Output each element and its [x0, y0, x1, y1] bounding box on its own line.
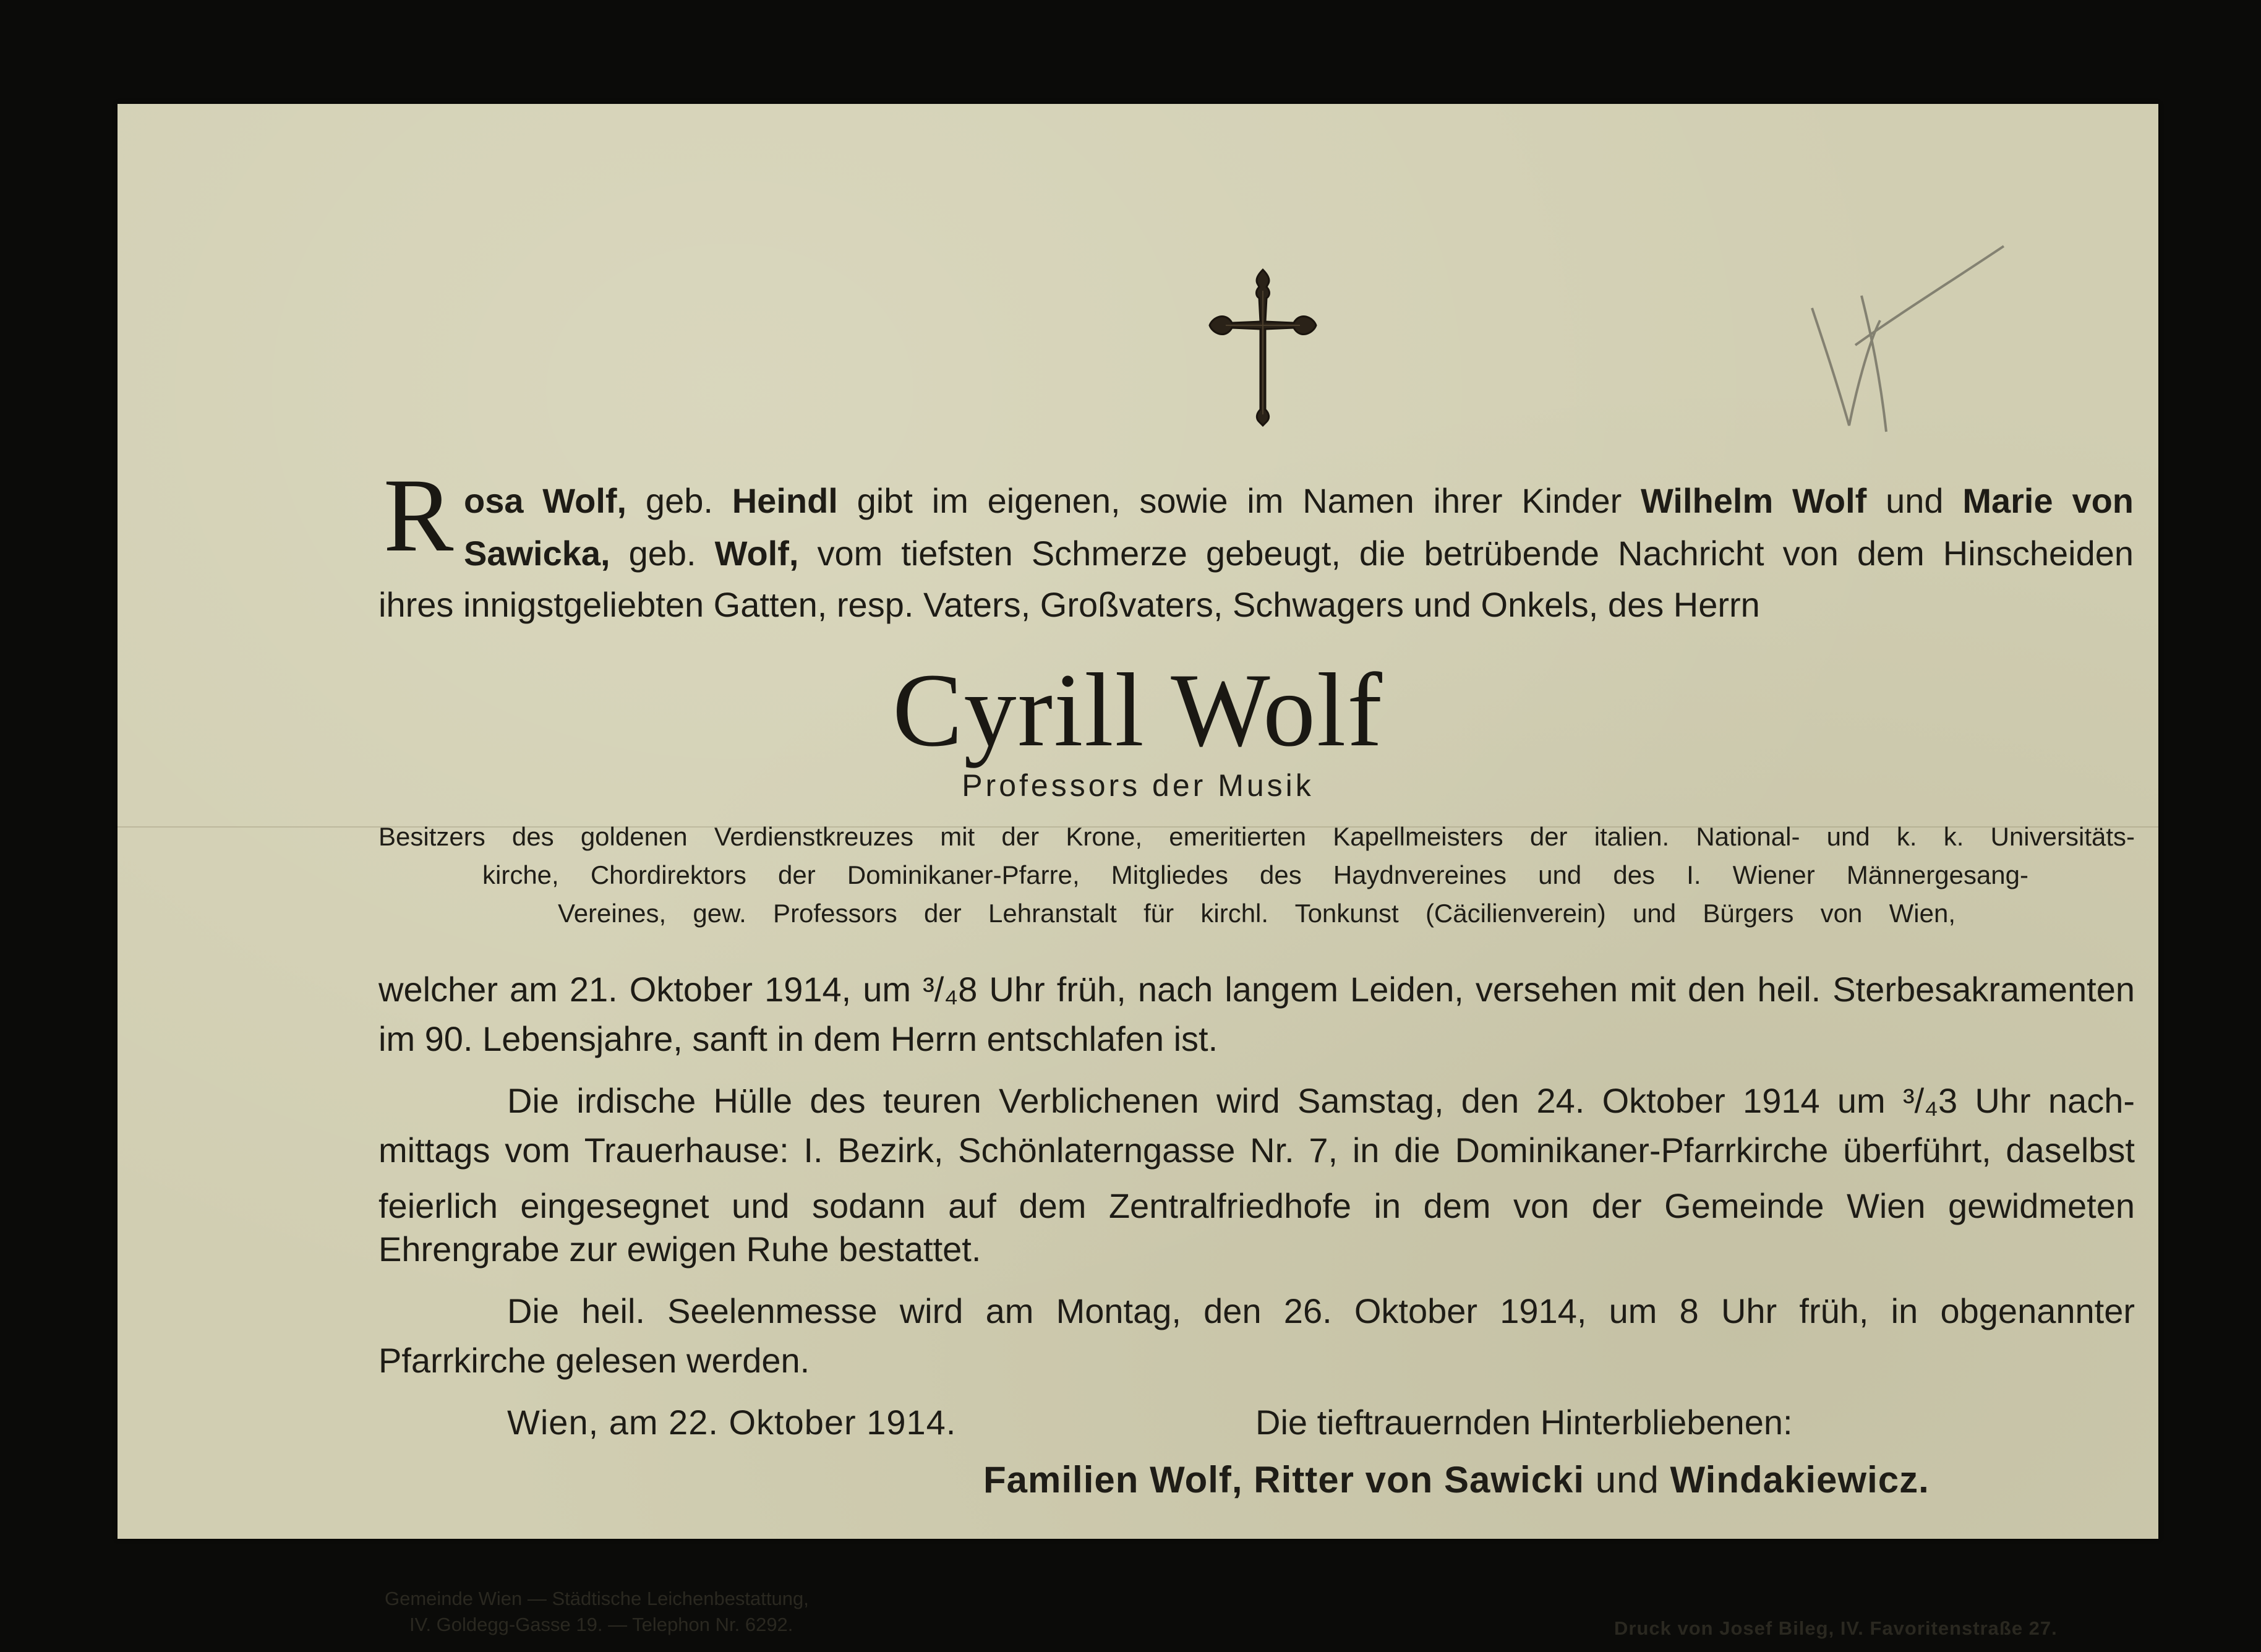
- burial-line-4: Ehrengrabe zur ewigen Ruhe bestattet.: [378, 1230, 981, 1269]
- intro-line-2-run: Wolf,: [714, 534, 799, 573]
- drop-cap: R: [383, 457, 454, 573]
- intro-line-1-run: und: [1866, 481, 1963, 520]
- intro-line-1-run: Heindl: [732, 481, 838, 520]
- intro-line-1-run: Wilhelm Wolf: [1641, 481, 1867, 520]
- burial-line-3: feierlich eingesegnet und sodann auf dem Zentralfriedhofe in dem von der Gemeinde Wien gewidmeten: [378, 1186, 2135, 1225]
- family-names-run: Windakiewicz.: [1670, 1459, 1930, 1500]
- intro-line-2-run: vom tiefsten Schmerze gebeugt, die betrübende Nachricht von dem Hinscheiden: [798, 534, 2134, 573]
- burial-line-2: mittags vom Trauerhause: I. Bezirk, Schönlaterngasse Nr. 7, in die Dominikaner-Pfarrkirche überführt, daselbst: [378, 1131, 2135, 1170]
- intro-line-3: ihres innigstgeliebten Gatten, resp. Vaters, Großvaters, Schwagers und Onkels, des Herrn: [378, 585, 1760, 624]
- undertaker-line-2: IV. Goldegg-Gasse 19. — Telephon Nr. 6292.: [409, 1614, 793, 1635]
- printer-imprint: Druck von Josef Bileg, IV. Favoritenstraße 27.: [1614, 1617, 2058, 1639]
- intro-line-1-run: gibt im eigenen, sowie im Namen ihrer Kinder: [837, 481, 1641, 520]
- family-names: [983, 1458, 1930, 1502]
- undertaker-line-1: Gemeinde Wien — Städtische Leichenbestattung,: [385, 1588, 809, 1609]
- family-names-run: Familien Wolf, Ritter von Sawicki: [983, 1459, 1585, 1500]
- mass-line-2: Pfarrkirche gelesen werden.: [378, 1341, 810, 1380]
- obituary-notice-sheet: [118, 104, 2158, 1639]
- intro-line-1: [464, 481, 2134, 521]
- death-line-1: welcher am 21. Oktober 1914, um ³/₄8 Uhr früh, nach langem Leiden, versehen mit den heil. Sterbesakramenten: [378, 970, 2135, 1009]
- death-line-2: im 90. Lebensjahre, sanft in dem Herrn entschlafen ist.: [378, 1019, 1218, 1058]
- place-and-date: Wien, am 22. Oktober 1914.: [507, 1403, 957, 1442]
- mourners-label: Die tieftrauernden Hinterbliebenen:: [1255, 1403, 1793, 1442]
- intro-line-2: [464, 534, 2134, 573]
- intro-line-2-run: Sawicka,: [464, 534, 610, 573]
- deceased-profession: Professors der Musik: [962, 768, 1314, 803]
- deceased-name: Cyrill Wolf: [892, 652, 1383, 768]
- intro-line-1-run: Marie von: [1962, 481, 2134, 520]
- family-names-run: und: [1584, 1459, 1670, 1500]
- pencil-annotation-mark: [1763, 221, 2022, 481]
- ornamental-cross-icon: [1207, 266, 1319, 427]
- intro-line-2-run: geb.: [610, 534, 715, 573]
- burial-line-1: Die irdische Hülle des teuren Verblichenen wird Samstag, den 24. Oktober 1914 um ³/₄3 Uhr nach-: [507, 1081, 2135, 1120]
- honors-line-3: Vereines, gew. Professors der Lehranstalt für kirchl. Tonkunst (Cäcilienverein) und Bürgers von Wien,: [558, 899, 1955, 928]
- honors-line-1: Besitzers des goldenen Verdienstkreuzes mit der Krone, emeritierten Kapellmeisters der italien. National- und k. k. Universitäts-: [378, 822, 2135, 851]
- honors-line-2: kirche, Chordirektors der Dominikaner-Pfarre, Mitgliedes des Haydnvereines und des I. Wiener Männergesang-: [482, 860, 2028, 889]
- intro-line-1-run: geb.: [626, 481, 732, 520]
- intro-line-1-run: osa Wolf,: [464, 481, 627, 520]
- mass-line-1: Die heil. Seelenmesse wird am Montag, den 26. Oktober 1914, um 8 Uhr früh, in obgenannter: [507, 1291, 2135, 1330]
